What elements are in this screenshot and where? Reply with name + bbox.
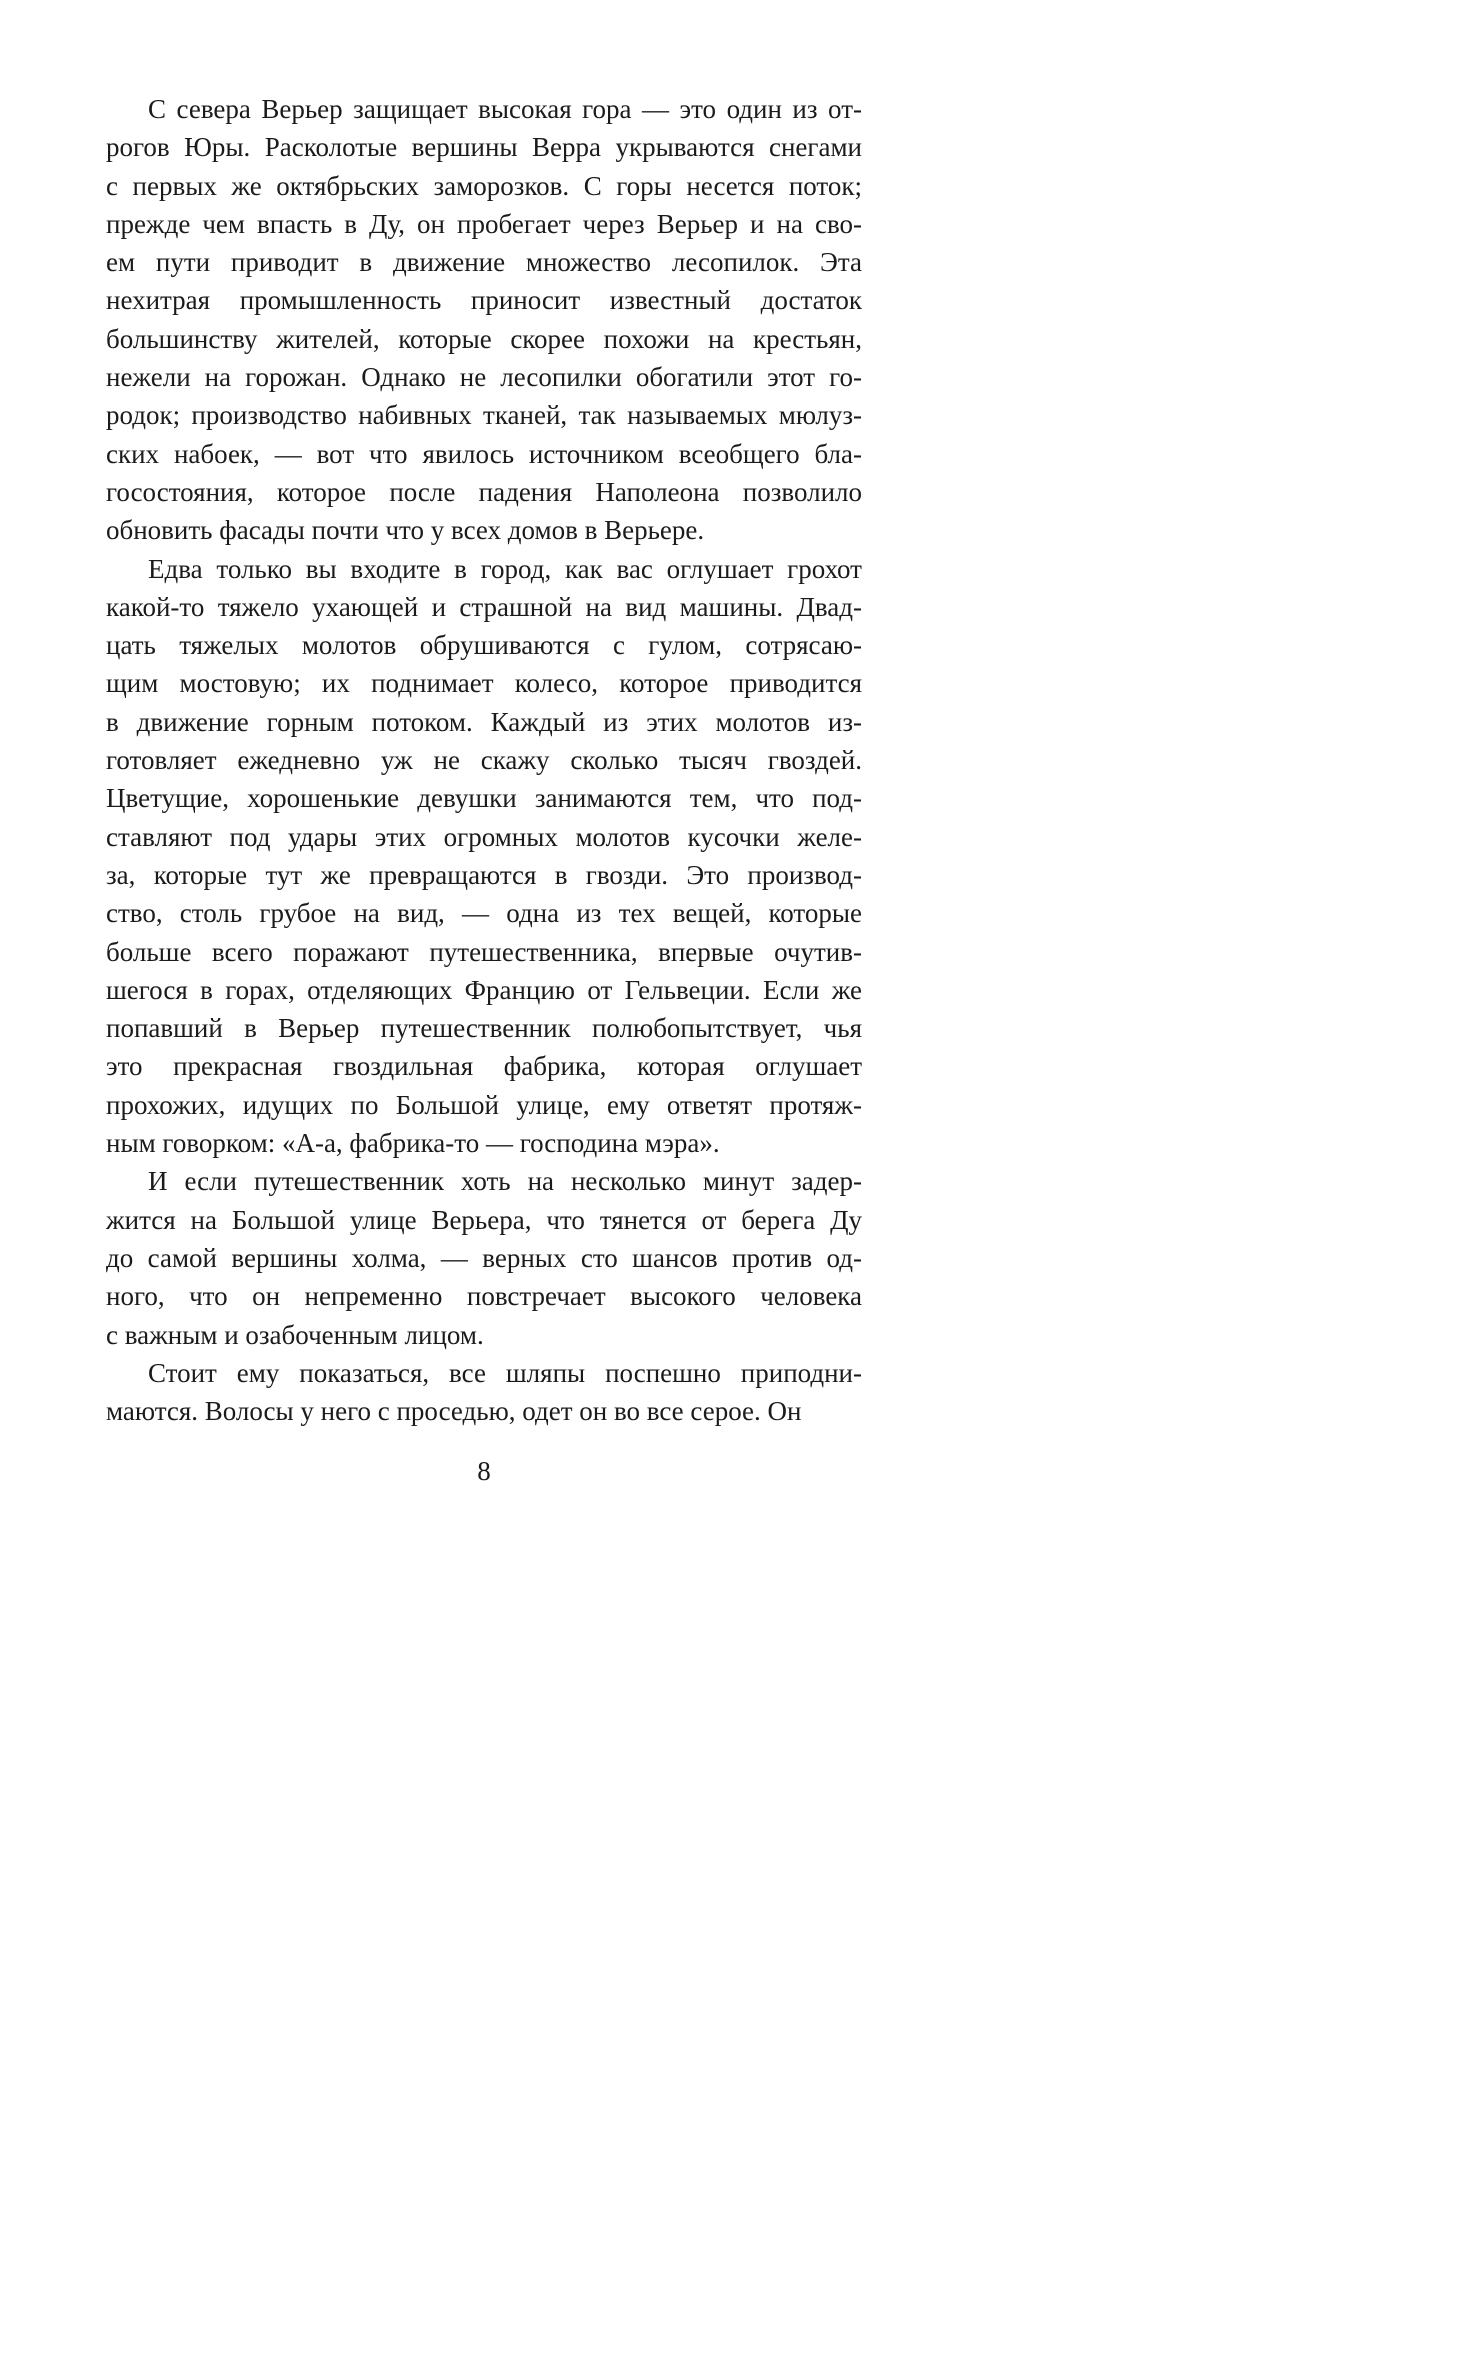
text-line: Цветущие, хорошенькие девушки занимаются тем, что под- — [106, 783, 862, 814]
text-line: шегося в горах, отделяющих Францию от Гельвеции. Если же — [106, 974, 862, 1005]
text-line: цать тяжелых молотов обрушиваются с гулом, сотрясаю- — [106, 630, 862, 661]
text-line: больше всего поражают путешественника, впервые очутив- — [106, 936, 862, 967]
text-line: ем пути приводит в движение множество лесопилок. Эта — [106, 247, 862, 278]
text-line: Едва только вы входите в город, как вас оглушает грохот — [148, 553, 862, 584]
text-line: ство, столь грубое на вид, — одна из тех вещей, которые — [106, 898, 862, 929]
paragraph — [106, 1354, 862, 1431]
text-line: попавший в Верьер путешественник полюбопытствует, чья — [106, 1013, 862, 1044]
text-line: это прекрасная гвоздильная фабрика, которая оглушает — [106, 1051, 862, 1082]
text-line: родок; производство набивных тканей, так называемых мюлуз- — [106, 400, 862, 431]
text-line: И если путешественник хоть на несколько минут задер- — [148, 1166, 862, 1197]
text-line: готовляет ежедневно уж не скажу сколько тысяч гвоздей. — [106, 745, 862, 776]
text-line: щим мостовую; их поднимает колесо, которое приводится — [106, 668, 862, 699]
text-line: нежели на горожан. Однако не лесопилки обогатили этот го- — [106, 362, 862, 393]
text-line: с первых же октябрьских заморозков. С горы несется поток; — [106, 170, 862, 201]
text-line: жится на Большой улице Верьера, что тянется от берега Ду — [106, 1204, 862, 1235]
text-line: нехитрая промышленность приносит известный достаток — [106, 285, 862, 316]
text-line: с важным и озабоченным лицом. — [106, 1319, 484, 1350]
text-line: Стоит ему показаться, все шляпы поспешно приподни- — [148, 1357, 862, 1388]
text-line: ставляют под удары этих огромных молотов кусочки желе- — [106, 821, 862, 852]
text-line: рогов Юры. Расколотые вершины Верра укрываются снегами — [106, 132, 862, 163]
paragraph — [106, 1162, 862, 1353]
text-line: ного, что он непременно повстречает высокого человека — [106, 1281, 862, 1312]
paragraph — [106, 550, 862, 1163]
text-line: госостояния, которое после падения Наполеона позволило — [106, 476, 862, 507]
text-line: прохожих, идущих по Большой улице, ему ответят протяж- — [106, 1089, 862, 1120]
text-line: С севера Верьер защищает высокая гора — это один из от- — [148, 94, 862, 124]
text-line: маются. Волосы у него с проседью, одет он во все серое. Он — [106, 1396, 802, 1427]
text-line: ских набоек, — вот что явилось источником всеобщего бла- — [106, 438, 862, 469]
text-line: большинству жителей, которые скорее похожи на крестьян, — [106, 323, 862, 354]
text-line: какой-то тяжело ухающей и страшной на вид машины. Двад- — [106, 591, 862, 622]
text-line: до самой вершины холма, — верных сто шансов против од- — [106, 1242, 862, 1273]
page-number: 8 — [477, 1456, 491, 1486]
page-text — [106, 90, 862, 1430]
paragraph — [106, 90, 862, 550]
text-line: за, которые тут же превращаются в гвозди. Это производ- — [106, 859, 862, 890]
text-line: обновить фасады почти что у всех домов в Верьере. — [106, 515, 705, 546]
text-line: ным говорком: «А-а, фабрика-то — господина мэра». — [106, 1128, 720, 1159]
text-line: прежде чем впасть в Ду, он пробегает через Верьер и на сво- — [106, 208, 862, 239]
text-line: в движение горным потоком. Каждый из этих молотов из- — [106, 706, 862, 737]
